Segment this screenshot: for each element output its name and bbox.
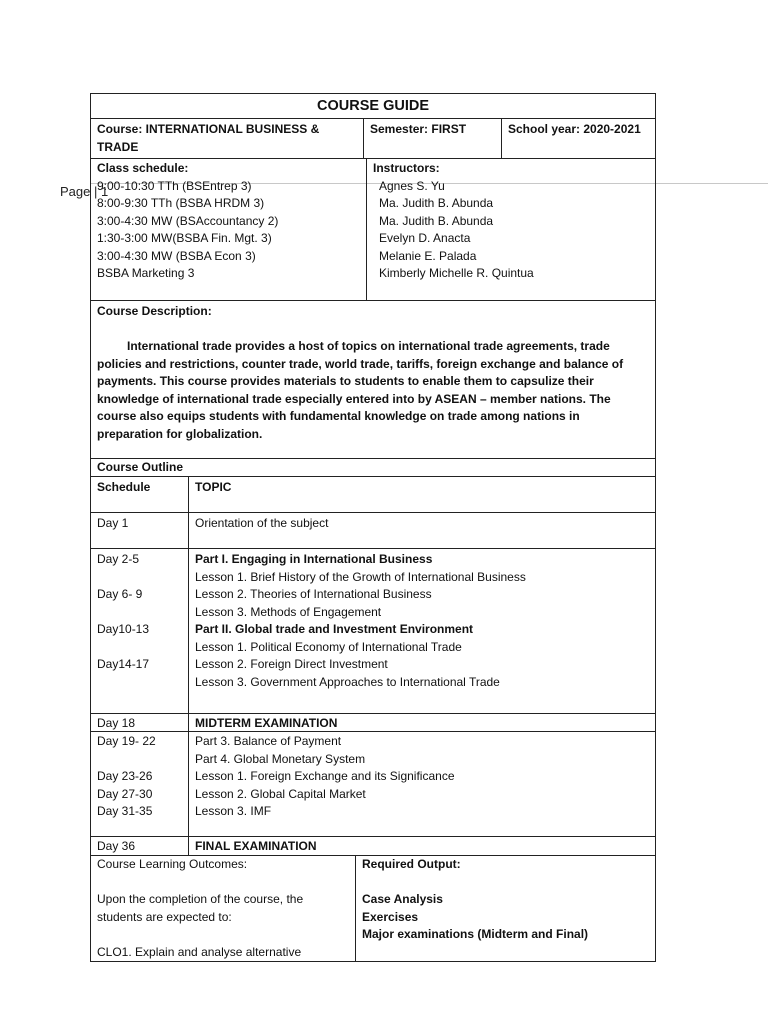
outline-day: Day 18 (91, 714, 189, 731)
course-name: Course: INTERNATIONAL BUSINESS & TRADE (91, 119, 364, 158)
outline-day: Day14-17 (97, 657, 150, 671)
schedule-line: BSBA Marketing 3 (97, 266, 195, 280)
instructor-name: Kimberly Michelle R. Quintua (379, 266, 534, 280)
instructor-name: Evelyn D. Anacta (379, 231, 471, 245)
schedule-line: 3:00-4:30 MW (BSBA Econ 3) (97, 248, 256, 263)
outcomes-output-row (91, 856, 655, 961)
course-outline-row (91, 459, 655, 477)
outline-topics (189, 732, 655, 836)
outline-day: Day 31-35 (97, 804, 153, 818)
outline-exam: MIDTERM EXAMINATION (195, 716, 338, 730)
outline-part-heading: Part 3. Balance of Payment (195, 734, 342, 748)
course-guide-table (90, 93, 656, 962)
outline-lesson: Lesson 2. Theories of International Business (195, 587, 432, 601)
course-description-heading: Course Description: (97, 304, 212, 318)
outline-lesson: Lesson 1. Foreign Exchange and its Significance (195, 769, 455, 783)
required-output-item: Major examinations (Midterm and Final) (362, 927, 589, 941)
outline-day: Day 36 (91, 837, 189, 855)
course-description-row (91, 301, 655, 459)
outline-day (97, 569, 182, 587)
outline-lesson: Lesson 2. Global Capital Market (195, 786, 366, 801)
outline-row-final (91, 837, 655, 856)
school-year: School year: 2020-2021 (508, 122, 641, 136)
page-number-label: Page | 1 (60, 184, 109, 199)
outline-topics (189, 549, 655, 713)
outline-part-heading: Part I. Engaging in International Business (195, 552, 433, 566)
schedule-column-header: Schedule (91, 477, 189, 512)
outline-days (91, 549, 189, 713)
outline-part-heading: Part II. Global trade and Investment Environment (195, 622, 474, 636)
instructor-name: Melanie E. Palada (379, 248, 477, 263)
course-learning-outcomes (91, 856, 356, 961)
outcomes-heading: Course Learning Outcomes: (97, 857, 248, 871)
outline-topic: Orientation of the subject (195, 516, 329, 530)
course-outline-heading: Course Outline (97, 460, 184, 474)
required-output-item: Case Analysis (362, 892, 443, 906)
outline-day (97, 604, 182, 622)
outline-day (97, 751, 182, 769)
outline-row-midterm (91, 714, 655, 732)
course-info-row (91, 119, 655, 159)
required-output-item: Exercises (362, 909, 419, 924)
semester: Semester: FIRST (364, 119, 502, 158)
course-guide-title: COURSE GUIDE (91, 94, 655, 119)
outcomes-intro: Upon the completion of the course, the students are expected to: (97, 892, 304, 924)
outline-lesson: Lesson 2. Foreign Direct Investment (195, 657, 388, 671)
outline-lesson: Lesson 3. Government Approaches to International Trade (195, 674, 500, 689)
outline-day: Day 23-26 (97, 769, 153, 783)
clo1: CLO1. Explain and analyse alternative (97, 944, 302, 959)
outline-block-part1-2 (91, 549, 655, 714)
schedule-line: 8:00-9:30 TTh (BSBA HRDM 3) (97, 196, 265, 210)
outline-part-heading: Part 4. Global Monetary System (195, 751, 366, 766)
schedule-line: 3:00-4:30 MW (BSAccountancy 2) (97, 213, 279, 228)
outline-block-part3-4 (91, 732, 655, 837)
instructor-name: Ma. Judith B. Abunda (379, 196, 494, 210)
outline-lesson: Lesson 1. Brief History of the Growth of International Business (195, 569, 526, 584)
schedule-line: 9:00-10:30 TTh (BSEntrep 3) (97, 178, 252, 193)
outline-day (97, 639, 182, 657)
outline-lesson: Lesson 3. Methods of Engagement (195, 604, 382, 619)
outline-lesson: Lesson 1. Political Economy of International Trade (195, 639, 462, 654)
outline-exam: FINAL EXAMINATION (195, 839, 317, 853)
outline-lesson: Lesson 3. IMF (195, 804, 272, 818)
outline-day: Day 2-5 (97, 552, 140, 566)
outline-row-day1 (91, 513, 655, 549)
required-output-heading: Required Output: (362, 857, 461, 871)
instructors (367, 159, 655, 300)
outline-days (91, 732, 189, 836)
instructor-name: Agnes S. Yu (379, 178, 445, 193)
outline-header-row (91, 477, 655, 513)
class-schedule-heading: Class schedule: (97, 161, 189, 175)
schedule-instructors-row (91, 159, 655, 301)
class-schedule (91, 159, 367, 300)
schedule-line: 1:30-3:00 MW(BSBA Fin. Mgt. 3) (97, 231, 272, 245)
topic-column-header: TOPIC (195, 480, 232, 494)
course-description-body: International trade provides a host of topics on international trade agreements, trade policies and restrictions, counter trade, world trade, tariffs, foreign exchange and balance of payments. This course provides materials to students to enable them to capsulize their knowledge of international trade especially entered into by ASEAN – member nations. The course also equips students with fundamental knowledge on trade among nations in preparation for globalization. (97, 339, 624, 441)
outline-day: Day 27-30 (97, 786, 153, 801)
outline-day: Day10-13 (97, 622, 150, 636)
course-description (91, 301, 655, 458)
outline-day: Day 19- 22 (97, 734, 156, 748)
required-output (356, 856, 655, 961)
outline-day (97, 674, 182, 692)
outline-day: Day 1 (91, 513, 189, 548)
outline-day: Day 6- 9 (97, 587, 143, 601)
instructors-heading: Instructors: (373, 161, 440, 175)
instructor-name: Ma. Judith B. Abunda (379, 213, 494, 228)
